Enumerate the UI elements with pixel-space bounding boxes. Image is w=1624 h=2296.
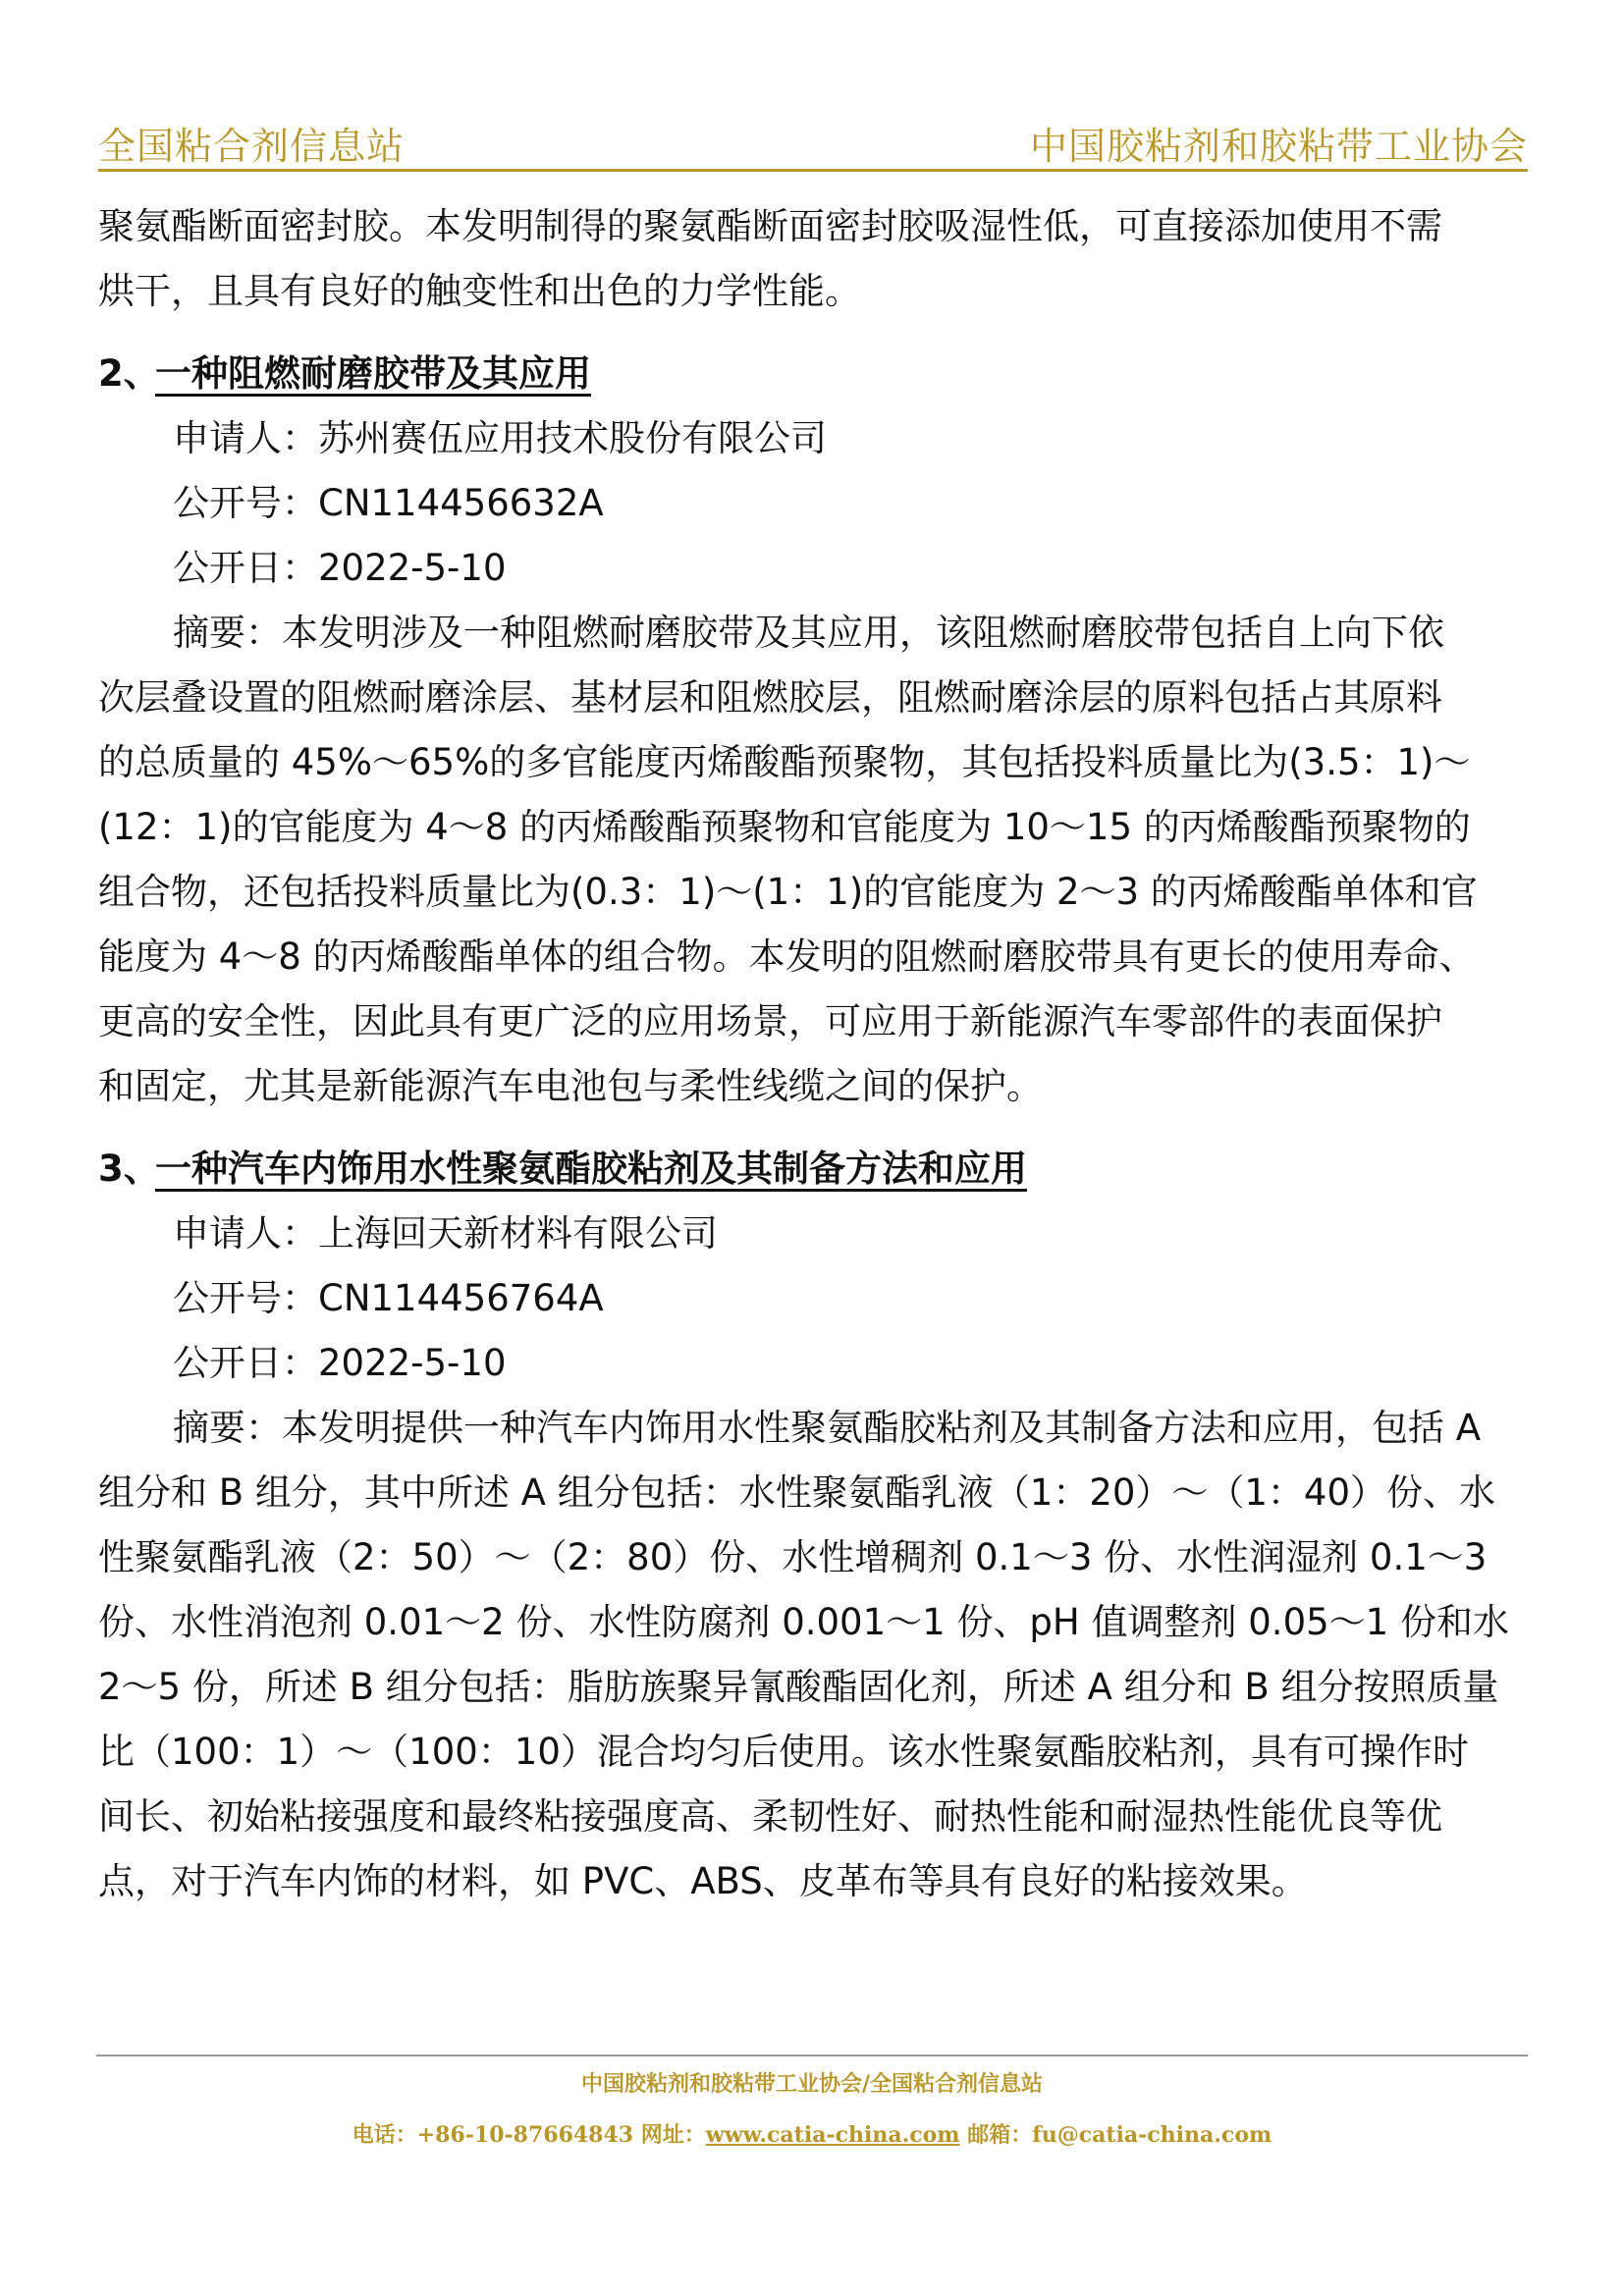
header-right-title: 中国胶粘剂和胶粘带工业协会 — [1029, 125, 1528, 168]
abstract-line: 摘要：本发明提供一种汽车内饰用水性聚氨酯胶粘剂及其制备方法和应用，包括 A — [173, 1407, 1482, 1449]
document-body — [98, 194, 1528, 1914]
footer-email[interactable]: 邮箱：fu@catia-china.com — [959, 2122, 1272, 2148]
header-left-title: 全国粘合剂信息站 — [98, 125, 406, 168]
section-title: 一种阻燃耐磨胶带及其应用 — [155, 352, 591, 395]
abstract-line: 的总质量的 45%～65%的多官能度丙烯酸酯预聚物，其包括投料质量比为(3.5：1)～ — [98, 741, 1471, 783]
footer-website-link[interactable]: www.catia-china.com — [705, 2122, 960, 2148]
abstract-line: 能度为 4～8 的丙烯酸酯单体的组合物。本发明的阻燃耐磨胶带具有更长的使用寿命、 — [98, 935, 1476, 978]
applicant: 申请人：苏州赛伍应用技术股份有限公司 — [173, 417, 827, 459]
section-heading — [98, 342, 1528, 406]
publication-date: 公开日：2022-5-10 — [173, 1342, 507, 1384]
abstract-line: 性聚氨酯乳液（2：50）～（2：80）份、水性增稠剂 0.1～3 份、水性润湿剂 0.1～3 — [98, 1536, 1488, 1578]
section-number: 3、 — [98, 1148, 160, 1190]
publication-date: 公开日：2022-5-10 — [173, 547, 507, 589]
abstract-line: 间长、初始粘接强度和最终粘接强度高、柔韧性好、耐热性能和耐湿热性能优良等优 — [98, 1795, 1442, 1838]
abstract-line: (12：1)的官能度为 4～8 的丙烯酸酯预聚物和官能度为 10～15 的丙烯酸酯预聚物的 — [98, 806, 1471, 848]
page-header — [98, 110, 1528, 172]
publication-number: 公开号：CN114456632A — [173, 482, 604, 524]
abstract-line: 2～5 份，所述 B 组分包括：脂肪族聚异氰酸酯固化剂，所述 A 组分和 B 组分按照质量 — [98, 1666, 1499, 1708]
abstract-line: 比（100：1）～（100：10）混合均匀后使用。该水性聚氨酯胶粘剂，具有可操作时 — [98, 1731, 1469, 1773]
abstract-line: 份、水性消泡剂 0.01～2 份、水性防腐剂 0.001～1 份、pH 值调整剂 0.05～1 份和水 — [98, 1601, 1509, 1643]
intro-line: 聚氨酯断面密封胶。本发明制得的聚氨酯断面密封胶吸湿性低，可直接添加使用不需 — [98, 205, 1442, 247]
abstract-line: 次层叠设置的阻燃耐磨涂层、基材层和阻燃胶层，阻燃耐磨涂层的原料包括占其原料 — [98, 676, 1442, 719]
abstract-line: 点，对于汽车内饰的材料，如 PVC、ABS、皮革布等具有良好的粘接效果。 — [98, 1860, 1308, 1902]
footer-org: 中国胶粘剂和胶粘带工业协会/全国粘合剂信息站 — [580, 2071, 1044, 2097]
footer-contact — [0, 2118, 1624, 2149]
section-number: 2、 — [98, 352, 160, 395]
applicant: 申请人：上海回天新材料有限公司 — [173, 1212, 718, 1255]
section-heading — [98, 1137, 1528, 1201]
abstract-line: 摘要：本发明涉及一种阻燃耐磨胶带及其应用，该阻燃耐磨胶带包括自上向下依 — [173, 612, 1444, 654]
publication-number: 公开号：CN114456764A — [173, 1277, 604, 1319]
section-title: 一种汽车内饰用水性聚氨酯胶粘剂及其制备方法和应用 — [155, 1148, 1027, 1190]
footer-phone: 电话：+86-10-87664843 网址： — [352, 2122, 706, 2148]
abstract-line: 组分和 B 组分，其中所述 A 组分包括：水性聚氨酯乳液（1：20）～（1：40）份、水 — [98, 1471, 1495, 1514]
footer-divider — [96, 2055, 1528, 2056]
abstract-line: 和固定，尤其是新能源汽车电池包与柔性线缆之间的保护。 — [98, 1065, 1043, 1107]
abstract-line: 组合物，还包括投料质量比为(0.3：1)～(1：1)的官能度为 2～3 的丙烯酸酯单体和官 — [98, 871, 1478, 913]
intro-line: 烘干，且具有良好的触变性和出色的力学性能。 — [98, 270, 861, 312]
abstract-line: 更高的安全性，因此具有更广泛的应用场景，可应用于新能源汽车零部件的表面保护 — [98, 1000, 1442, 1042]
